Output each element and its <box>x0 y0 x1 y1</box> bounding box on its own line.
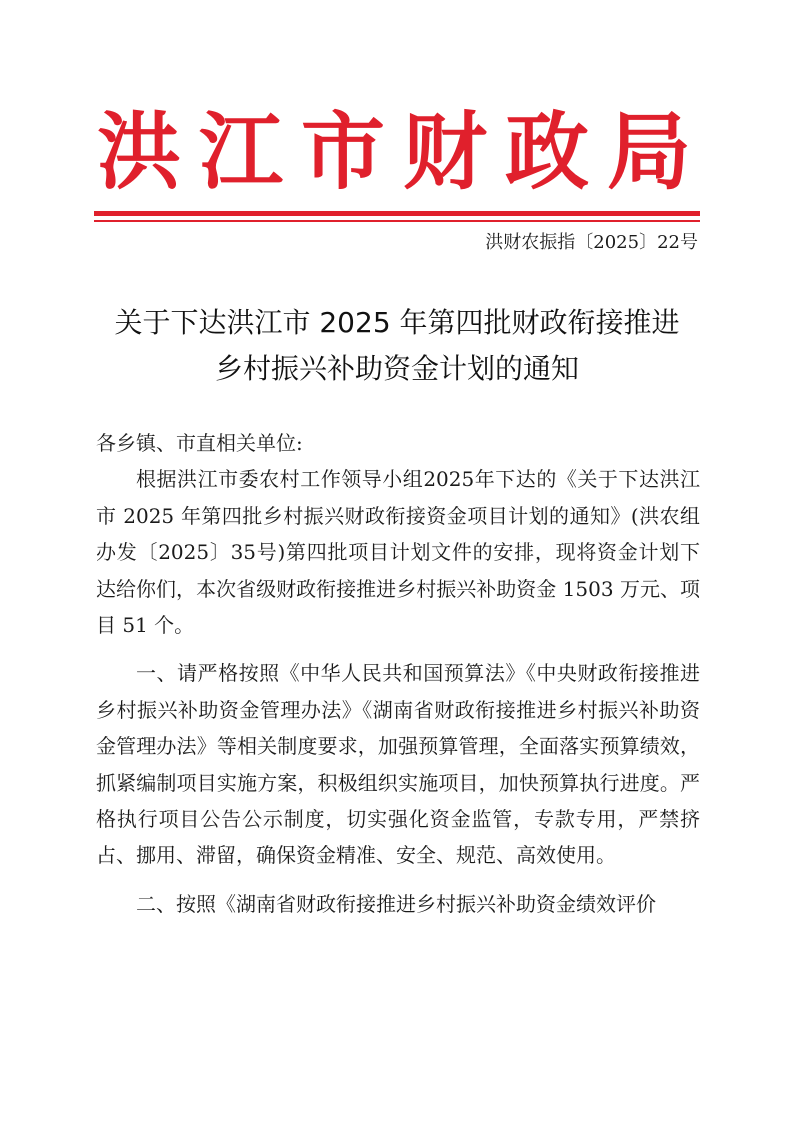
body-paragraph-2: 一、请严格按照《中华人民共和国预算法》《中央财政衔接推进乡村振兴补助资金管理办法》《湖南省财政衔接推进乡村振兴补助资金管理办法》等相关制度要求，加强预算管理，全面落实预算绩效，抓紧编制项目实施方案，积极组织实施项目，加快预算执行进度。严格执行项目公告公示制度，切实强化资金监管，专款专用，严禁挤占、挪用、滞留，确保资金精准、安全、规范、高效使用。 <box>96 661 700 868</box>
body-paragraph-1: 根据洪江市委农村工作领导小组2025年下达的《关于下达洪江市 2025 年第四批乡村振兴财政衔接资金项目计划的通知》(洪农组办发〔2025〕35号)第四批项目计划文件的安排，现将资金计划下达给你们，本次省级财政衔接推进乡村振兴补助资金 1503 万元、项目 51 个。 <box>96 467 700 638</box>
document-number: 洪财农振指〔2025〕22号 <box>485 232 698 253</box>
salutation: 各乡镇、市直相关单位: <box>96 431 303 455</box>
red-header-rule-thick <box>94 211 700 216</box>
document-body <box>96 425 700 922</box>
red-header-rule-thin <box>94 220 700 222</box>
document-title-line-1: 关于下达洪江市 2025 年第四批财政衔接推进 <box>114 306 680 339</box>
document-title <box>60 300 734 392</box>
document-title-line-2: 乡村振兴补助资金计划的通知 <box>214 352 579 385</box>
org-header-title: 洪江市财政局 <box>96 102 709 201</box>
body-paragraph-3: 二、按照《湖南省财政衔接推进乡村振兴补助资金绩效评价 <box>136 891 656 916</box>
